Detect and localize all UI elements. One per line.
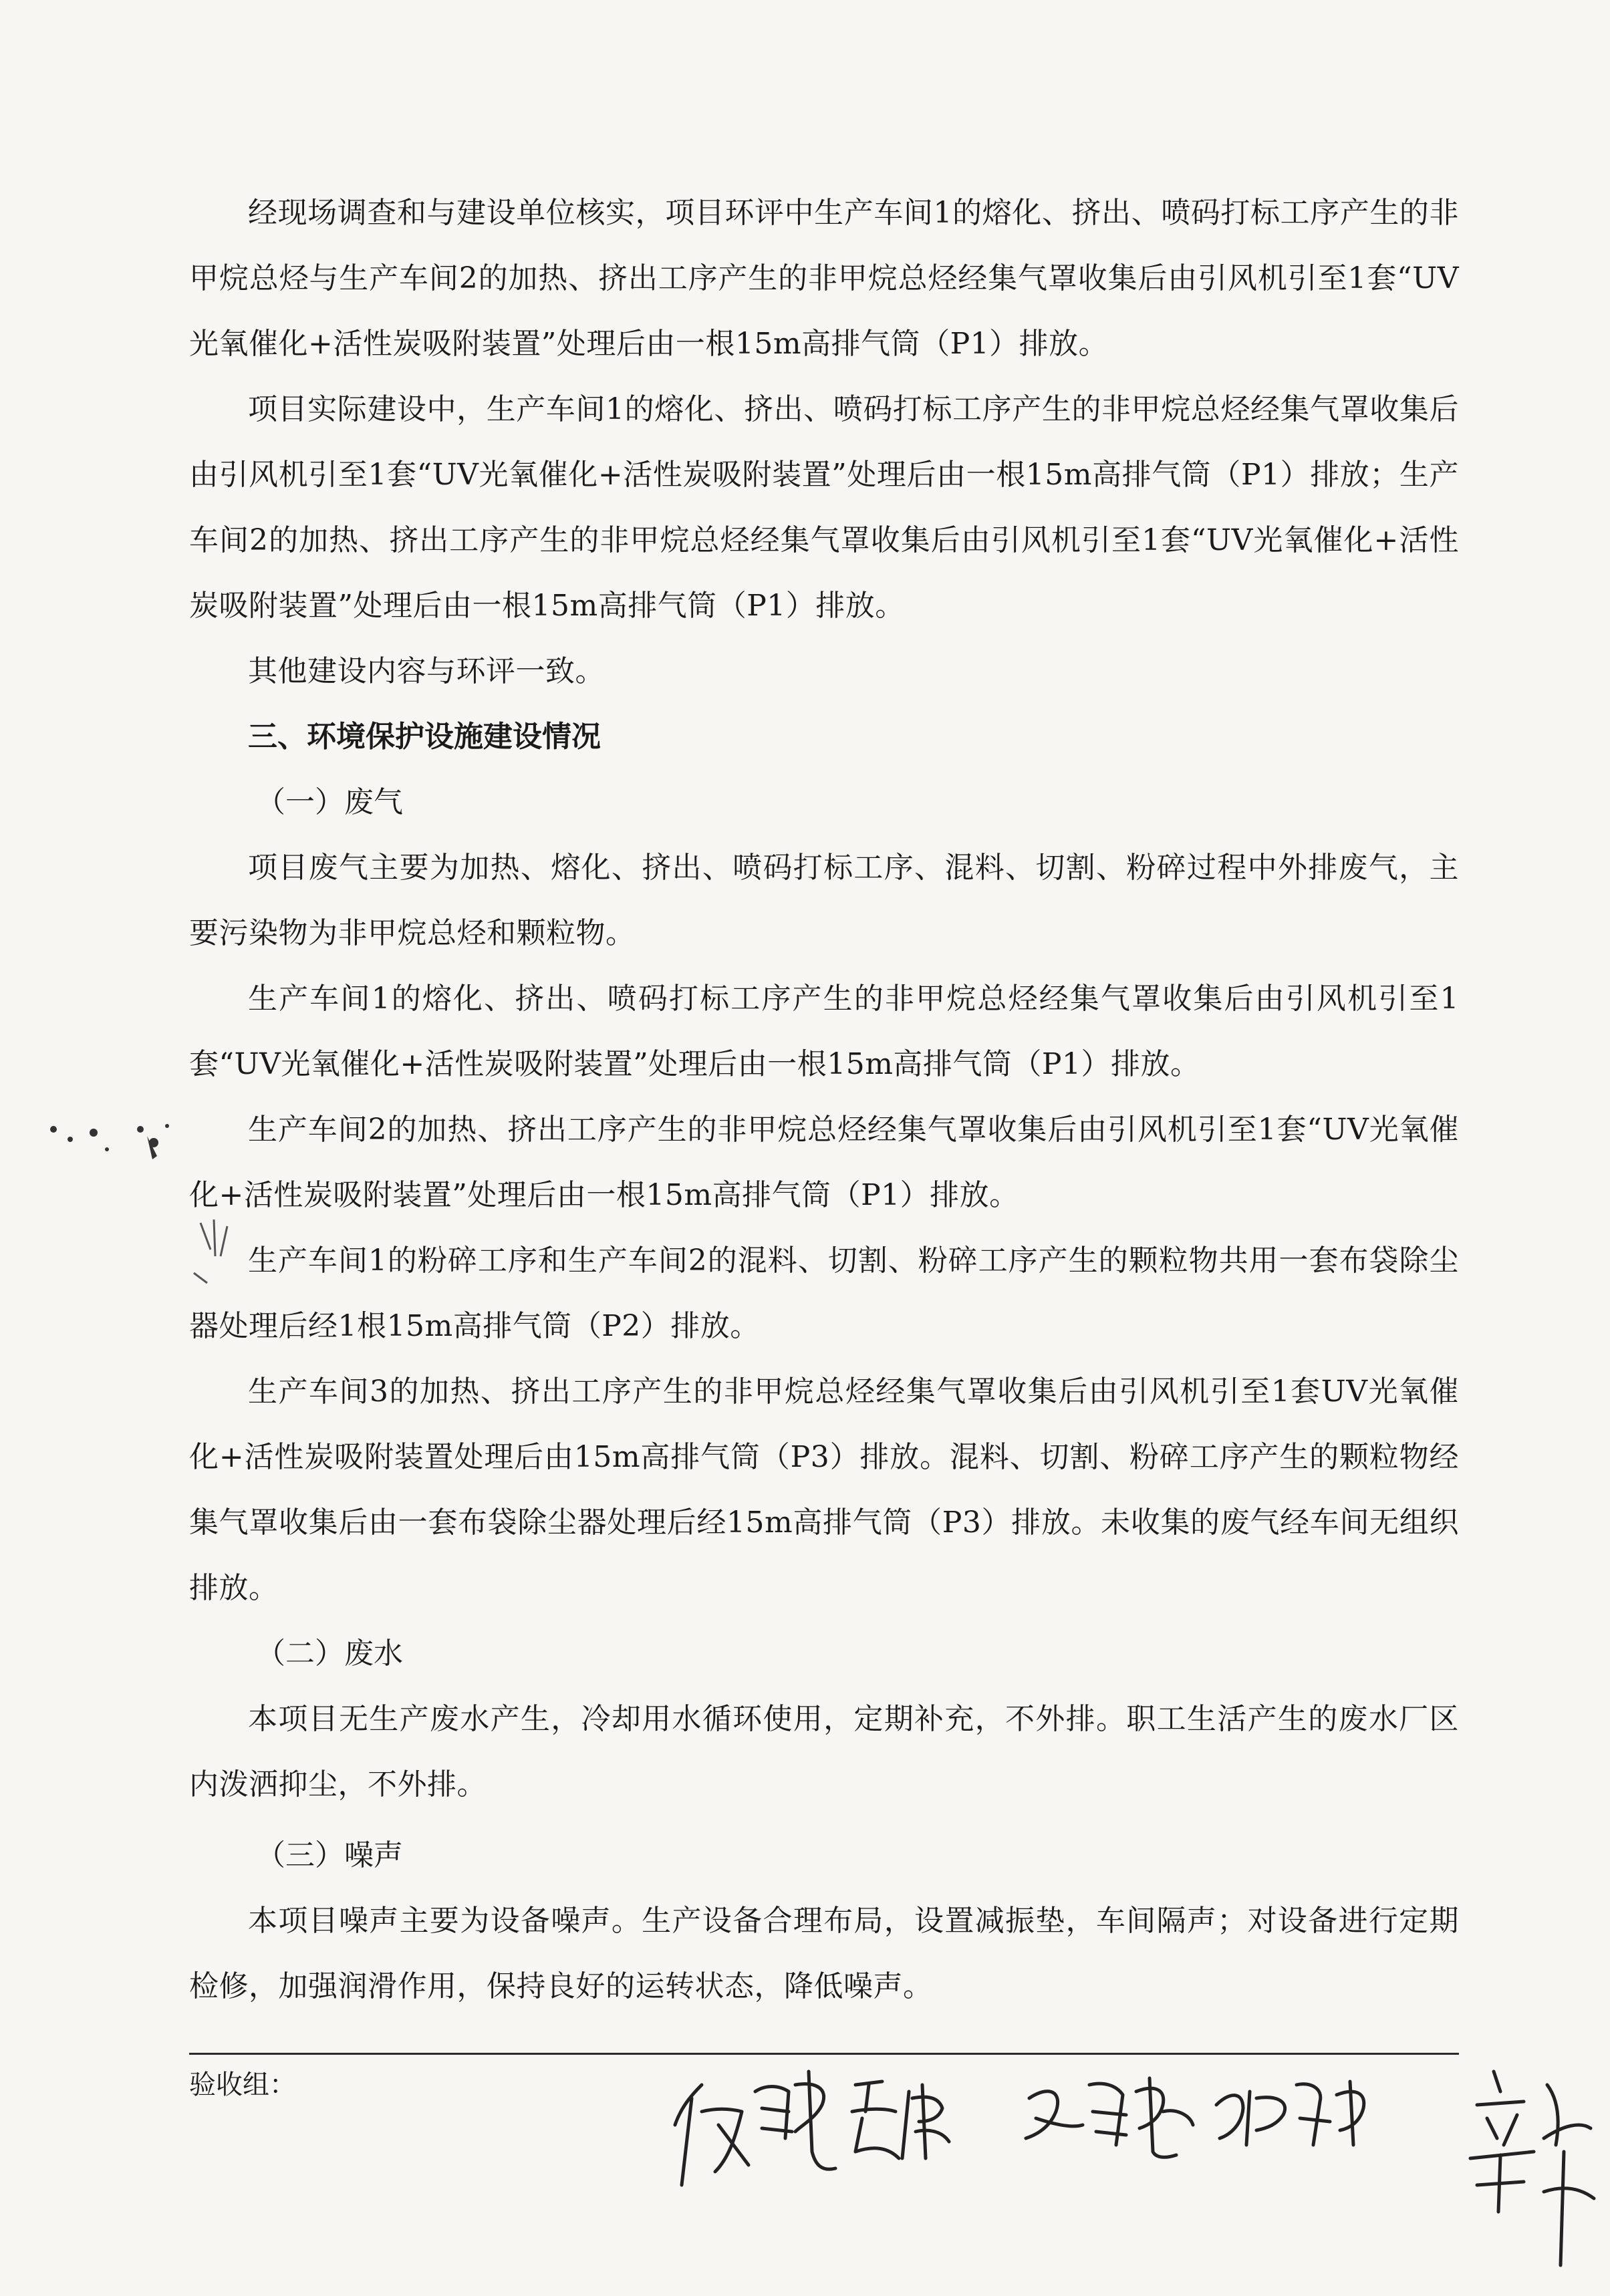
- ink-smudge-1: [40, 1103, 187, 1183]
- signature-5: [1470, 2071, 1594, 2265]
- paragraph-waste-water: 本项目无生产废水产生，冷却用水循环使用，定期补充，不外排。职工生活产生的废水厂区内泼洒抑尘，不外排。: [189, 1702, 1459, 1802]
- paragraph-gas-workshop3: 生产车间3的加热、挤出工序产生的非甲烷总烃经集气罩收集后由引风机引至1套UV光氧催化+活性炭吸附装置处理后由15m高排气筒（P3）排放。混料、切割、粉碎工序产生的颗粒物经集气罩收集后由一套布袋除尘器处理后经15m高排气筒（P3）排放。未收集的废气经车间无组织排放。: [189, 1375, 1459, 1605]
- ink-smudge-2: [174, 1209, 267, 1290]
- subheading-noise: （三）噪声: [256, 1838, 403, 1872]
- signature-4: [1216, 2082, 1364, 2145]
- paragraph-gas-workshop2: 生产车间2的加热、挤出工序产生的非甲烷总烃经集气罩收集后由引风机引至1套“UV光氧催化+活性炭吸附装置”处理后由一根15m高排气筒（P1）排放。: [189, 1113, 1459, 1212]
- paragraph-gas-overview: 项目废气主要为加热、熔化、挤出、喷码打标工序、混料、切割、粉碎过程中外排废气，主要污染物为非甲烷总烃和颗粒物。: [189, 851, 1459, 950]
- document-body: [189, 180, 1459, 2019]
- paragraph-other-content: 其他建设内容与环评一致。: [248, 654, 605, 688]
- signature-1: [675, 2071, 835, 2185]
- subheading-waste-gas: （一）废气: [256, 785, 403, 819]
- paragraph-verification: 经现场调查和与建设单位核实，项目环评中生产车间1的熔化、挤出、喷码打标工序产生的非甲烷总烃与生产车间2的加热、挤出工序产生的非甲烷总烃经集气罩收集后由引风机引至1套“UV光氧催化+活性炭吸附装置”处理后由一根15m高排气筒（P1）排放。: [189, 196, 1459, 361]
- signature-3: [1026, 2078, 1193, 2157]
- signature-2: [852, 2082, 949, 2158]
- paragraph-gas-workshop1: 生产车间1的熔化、挤出、喷码打标工序产生的非甲烷总烃经集气罩收集后由引风机引至1套“UV光氧催化+活性炭吸附装置”处理后由一根15m高排气筒（P1）排放。: [189, 982, 1459, 1081]
- paragraph-actual-construction: 项目实际建设中，生产车间1的熔化、挤出、喷码打标工序产生的非甲烷总烃经集气罩收集后由引风机引至1套“UV光氧催化+活性炭吸附装置”处理后由一根15m高排气筒（P1）排放；生产车间2的加热、挤出工序产生的非甲烷总烃经集气罩收集后由引风机引至1套“UV光氧催化+活性炭吸附装置”处理后由一根15m高排气筒（P1）排放。: [189, 392, 1459, 623]
- section-heading-env-facilities: 三、环境保护设施建设情况: [248, 720, 601, 754]
- subheading-waste-water: （二）废水: [256, 1636, 403, 1671]
- handwritten-signatures: [655, 2045, 1610, 2296]
- paragraph-gas-particulate: 生产车间1的粉碎工序和生产车间2的混料、切割、粉碎工序产生的颗粒物共用一套布袋除尘器处理后经1根15m高排气筒（P2）排放。: [189, 1244, 1459, 1343]
- paragraph-noise: 本项目噪声主要为设备噪声。生产设备合理布局，设置减振垫，车间隔声；对设备进行定期检修，加强润滑作用，保持良好的运转状态，降低噪声。: [189, 1904, 1459, 2003]
- acceptance-group-label: 验收组：: [189, 2069, 296, 2100]
